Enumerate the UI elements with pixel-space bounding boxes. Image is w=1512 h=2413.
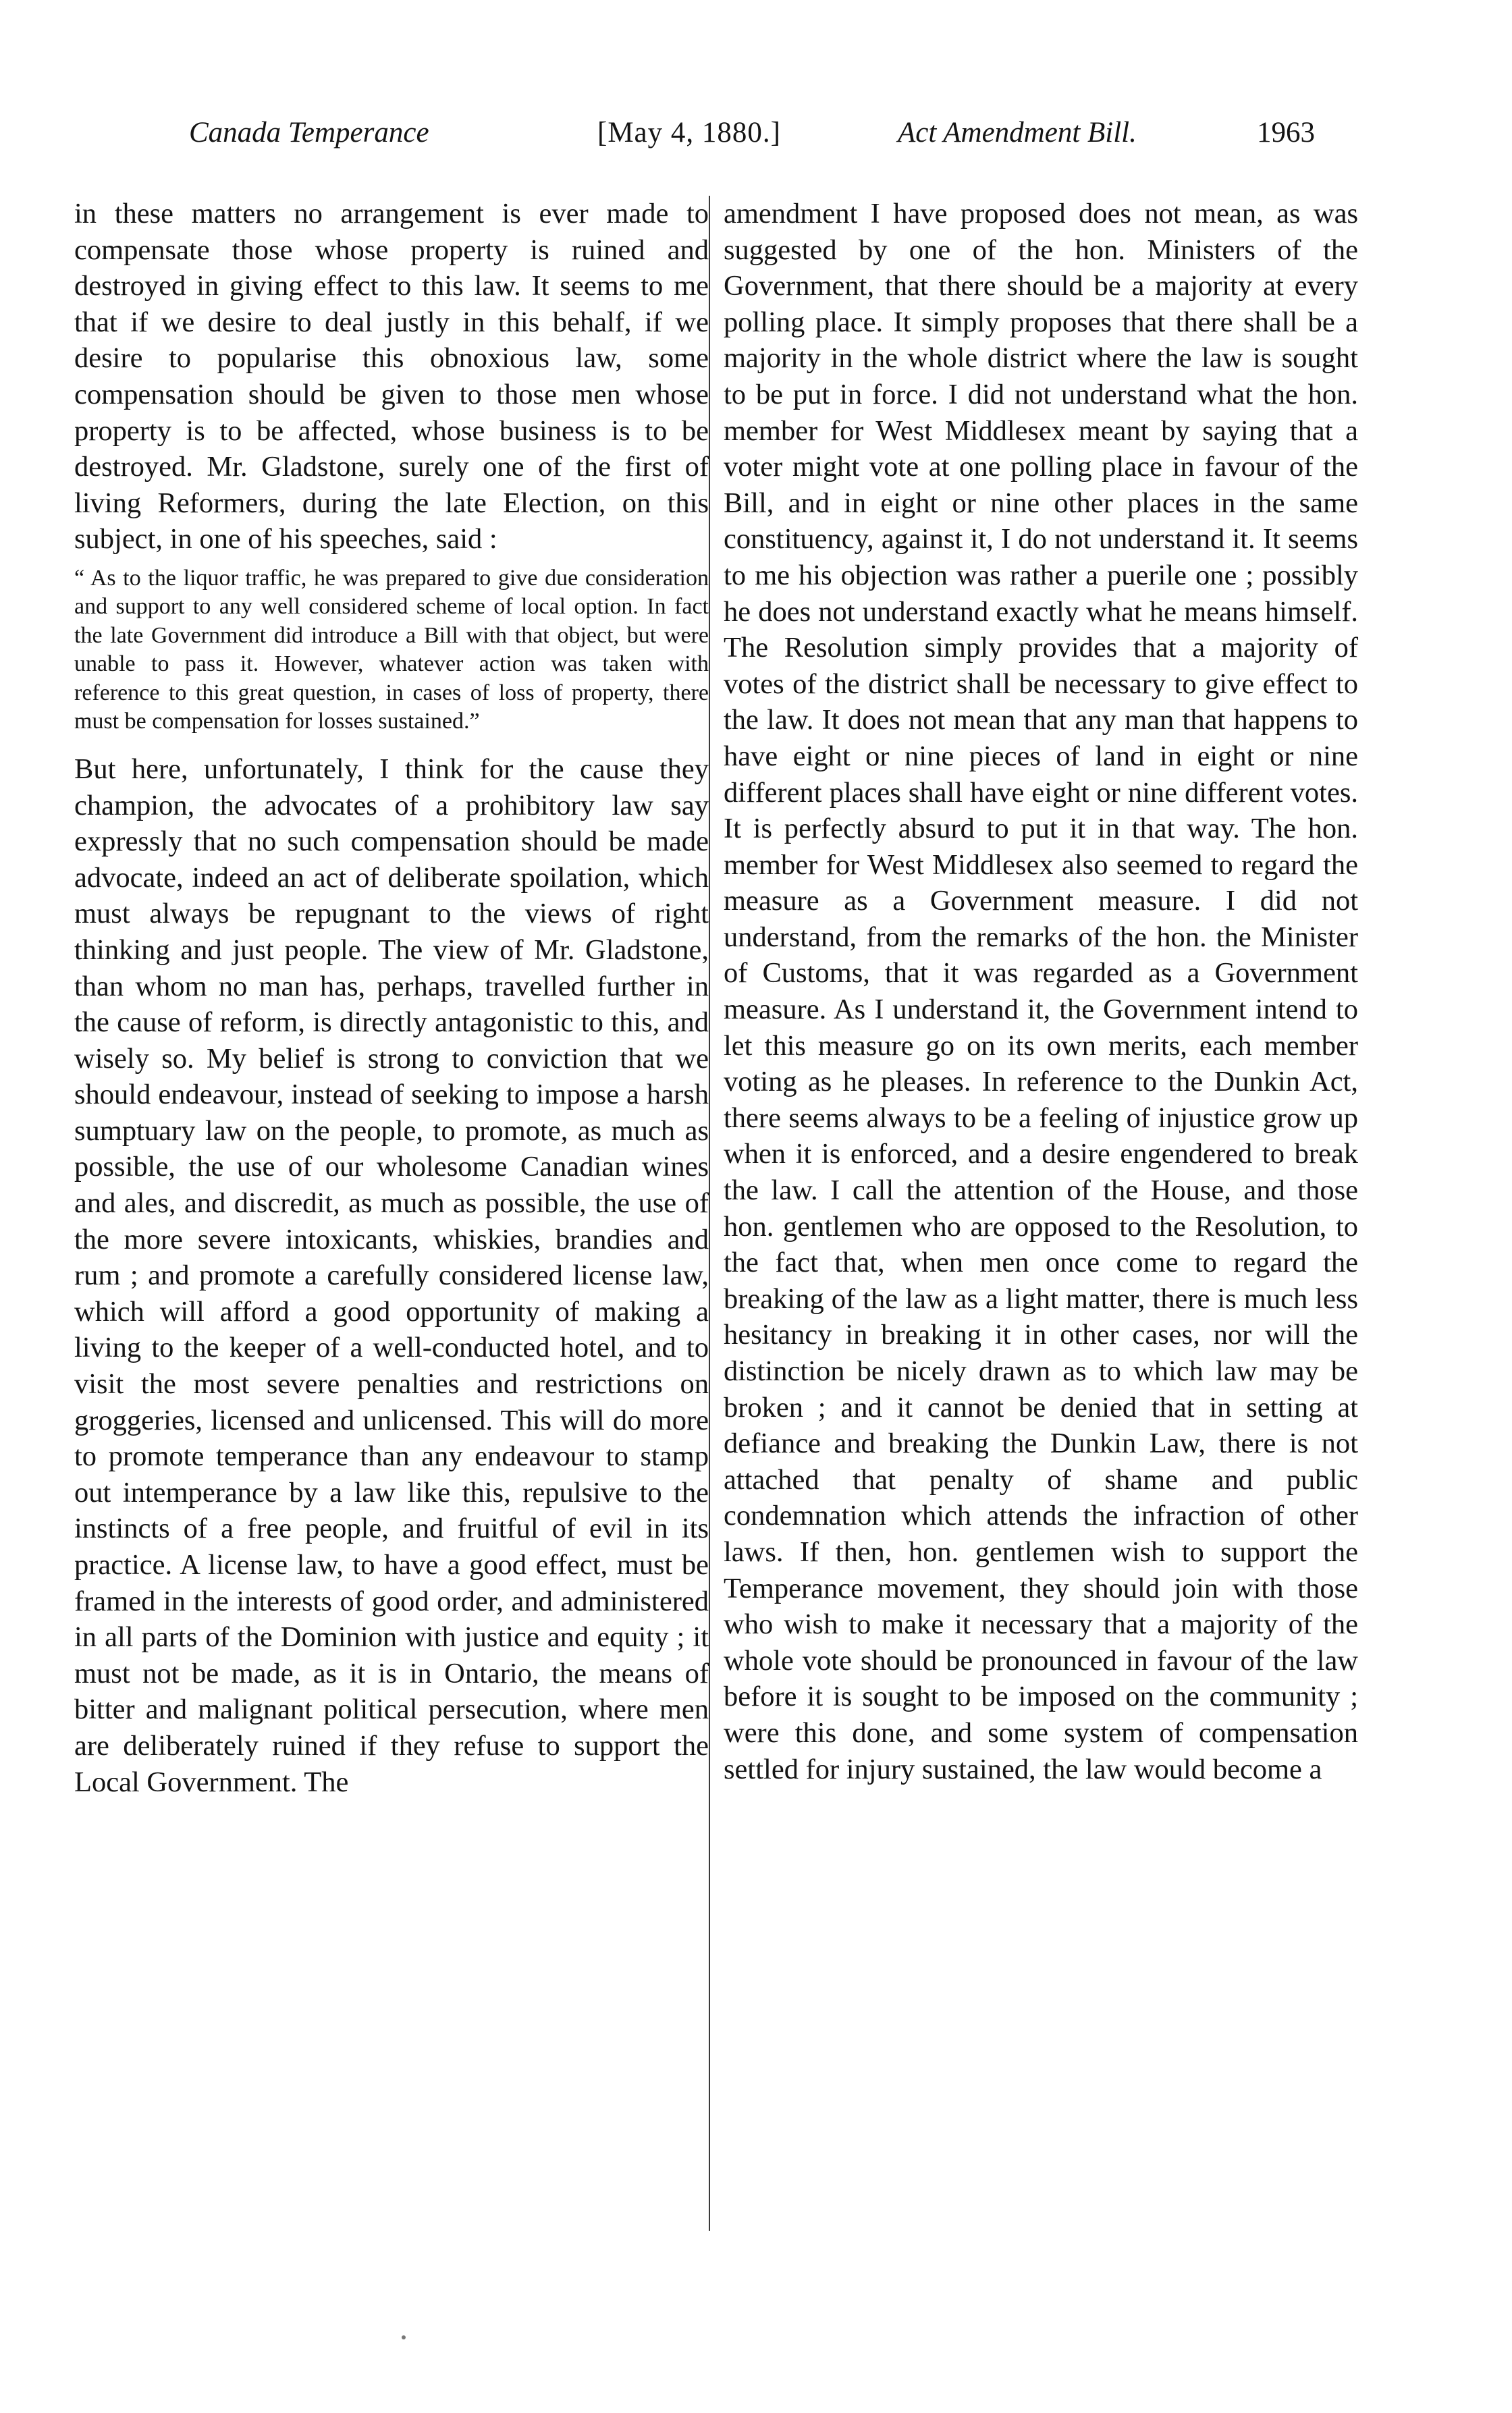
left-paragraph-2: But here, unfortunately, I think for the cause they champion, the advocates of a prohibitory law say expressly that no such compensation should be made advocate, indeed an act of deliberate spoilation, which must always be repugnant to the views of right thinking and just people. The view of Mr. Gladstone, than whom no man has, perhaps, travelled further in the cause of reform, is directly antagonistic to this, and wisely so. My belief is strong to conviction that we should endeavour, instead of seeking to impose a harsh sumptuary law on the people, to promote, as much as possible, the use of our wholesome Canadian wines and ales, and discredit, as much as possible, the use of the more severe intoxicants, whiskies, brandies and rum ; and promote a carefully considered license law, which will afford a good opportunity of making a living to the keeper of a well-conducted hotel, and to visit the most severe penalties and restrictions on groggeries, licensed and unlicensed. This will do more to promote temperance than any endeavour to stamp out intemperance by a law like this, repulsive to the instincts of a free people, and fruitful of evil in its practice. A license law, to have a good effect, must be framed in the interests of good order, and administered in all parts of the Dominion with justice and equity ; it must not be made, as it is in Ontario, the means of bitter and malignant political persecution, where men are deliberately ruined if they refuse to support the Local Government. The bbox=[74, 753, 709, 1798]
right-paragraph-1: amendment I have proposed does not mean, as was suggested by one of the hon. Ministers of the Government, that there should be a majority at every polling place. It simply proposes that there shall be a majority in the whole district where the law is sought to be put in force. I did not understand what the hon. member for West Middlesex meant by saying that a voter might vote at one polling place in favour of the Bill, and in eight or nine other places in the same constituency, against it, I do not understand it. It seems to me his objection was rather a puerile one ; possibly he does not understand exactly what he means himself. The Resolution simply provides that a majority of votes of the district shall be necessary to give effect to the law. It does not mean that any man that happens to have eight or nine pieces of land in eight or nine different places shall have eight or nine different votes. It is perfectly absurd to put it in that way. The hon. member for West Middlesex also seemed to regard the measure as a Government measure. I did not understand, from the remarks of the hon. the Minister of Customs, that it was regarded as a Government measure. As I understand it, the Government intend to let this measure go on its own merits, each member voting as he pleases. In reference to the Dunkin Act, there seems always to be a feeling of injustice grow up when it is enforced, and a desire engendered to break the law. I call the attention of the House, and those hon. gentlemen who are opposed to the Resolution, to the fact that, when men once come to regard the breaking of the law as a light matter, there is much less hesitancy in breaking it in other cases, nor will the distinction be nicely drawn as to which law may be broken ; and it cannot be denied that in setting at defiance and breaking the Dunkin Law, there is not attached that penalty of shame and public condemnation which attends the infraction of other laws. If then, hon. gentlemen wish to support the Temperance movement, they should join with those who wish to make it necessary that a majority of the whole vote should be pronounced in favour of the law before it is sought to be imposed on the community ; were this done, and some system of compensation settled for injury sustained, the law would become a bbox=[724, 198, 1358, 1785]
gladstone-quote: “ As to the liquor traffic, he was prepared to give due consideration and support to any well considered scheme of local option. In fact the late Government did introduce a Bill with that object, but were unable to pass it. However, whatever action was taken with reference to this great question, in cases of loss of property, there must be compensation for losses sustained.” bbox=[74, 565, 709, 734]
column-divider bbox=[709, 196, 710, 2231]
left-paragraph-1: in these matters no arrangement is ever made to compensate those whose property is ruined and destroyed in giving effect to this law. It seems to me that if we desire to deal justly in this behalf, if we desire to popularise this obnoxious law, some compensation should be given to those men whose property is to be affected, whose business is to be destroyed. Mr. Gladstone, surely one of the first of living Reformers, during the late Election, on this subject, in one of his speeches, said : bbox=[74, 198, 709, 555]
header-right-title: Act Amendment Bill. bbox=[898, 117, 1137, 148]
left-column bbox=[74, 196, 709, 2261]
header-date: [May 4, 1880.] bbox=[597, 117, 781, 148]
right-column bbox=[724, 196, 1358, 2261]
running-header bbox=[74, 116, 1364, 170]
page-speck bbox=[402, 2335, 406, 2339]
header-left-title: Canada Temperance bbox=[189, 117, 429, 148]
page-number: 1963 bbox=[1257, 117, 1315, 148]
